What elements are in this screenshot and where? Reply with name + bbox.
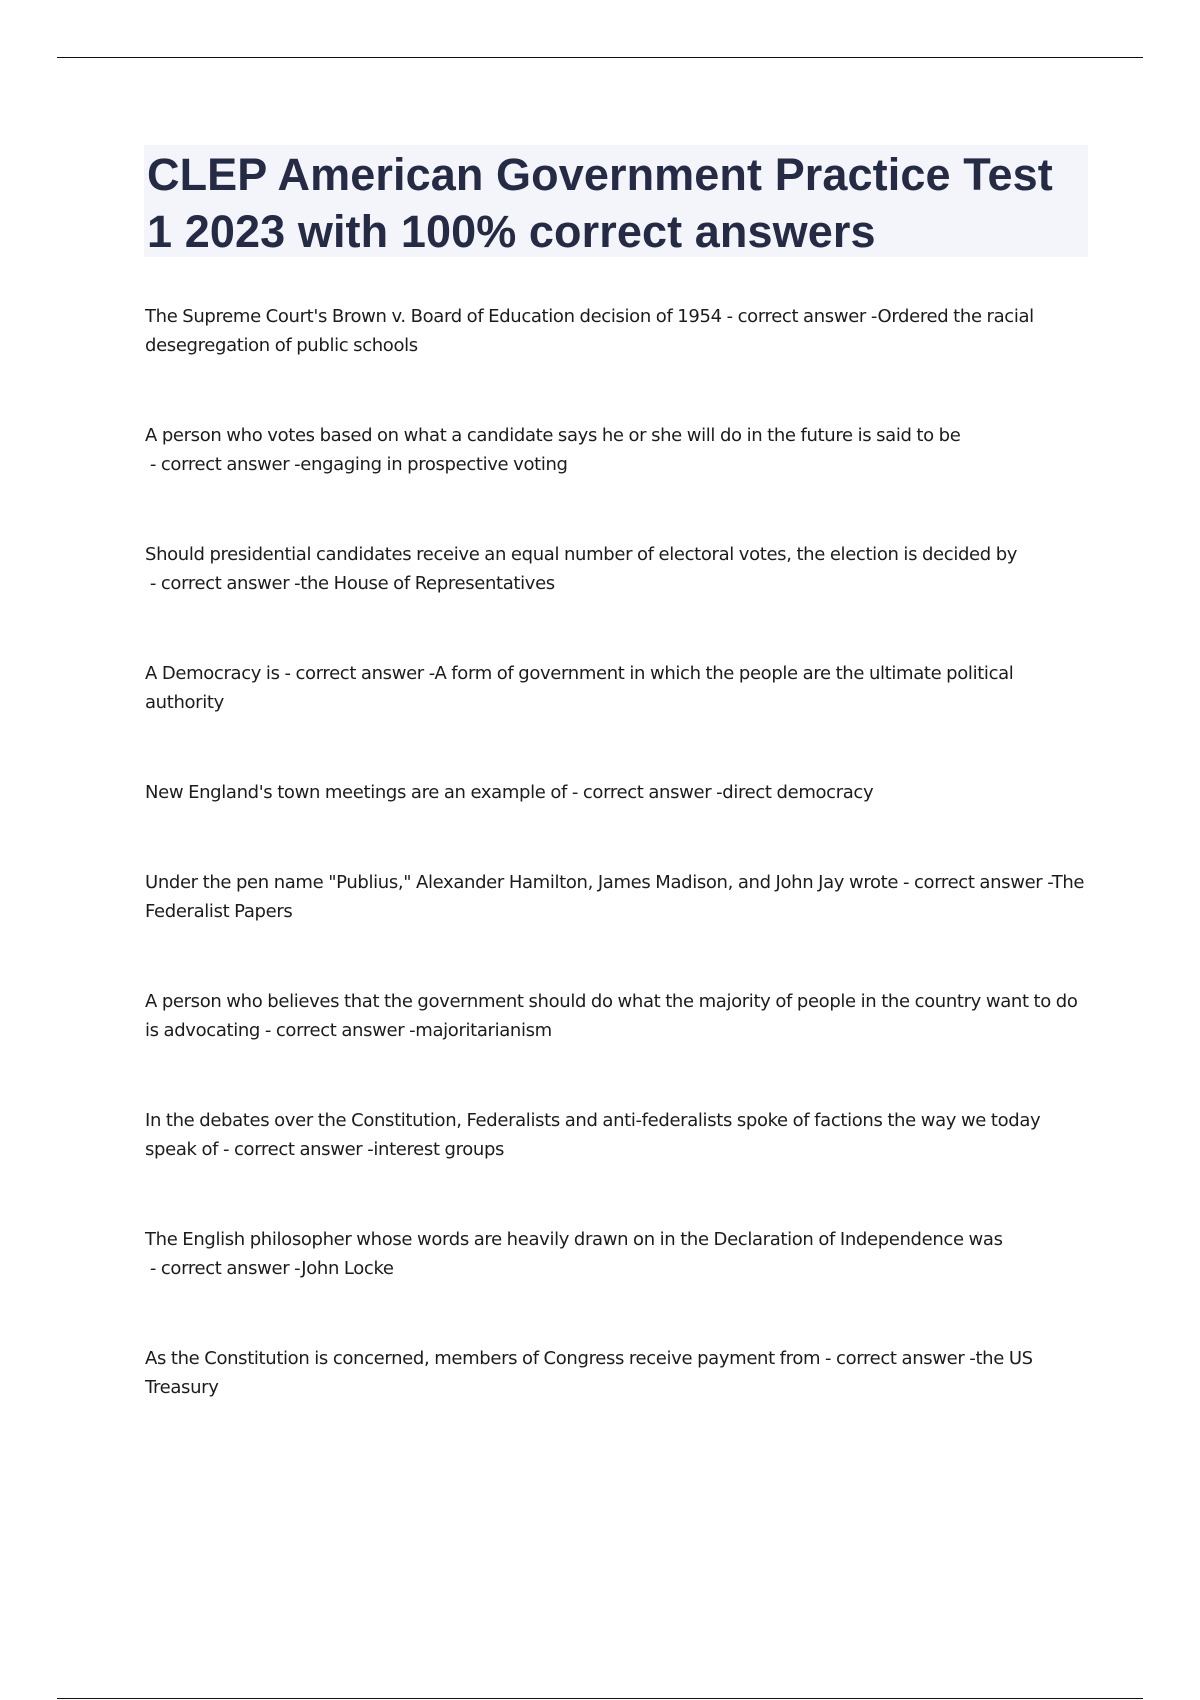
answer-text: engaging in prospective voting [300, 454, 568, 475]
question-text: A person who votes based on what a candidate says he or she will do in the future is said to be [145, 425, 961, 446]
answer-text: Ordered the racial desegregation of public schools [145, 306, 1034, 356]
question-text: Should presidential candidates receive an equal number of electoral votes, the election is decided by [145, 544, 1018, 565]
answer-text: majoritarianism [415, 1020, 552, 1041]
answer-text: John Locke [301, 1258, 394, 1279]
document-title: CLEP American Government Practice Test 1 2023 with 100% correct answers [147, 149, 1053, 257]
answer-text: direct democracy [722, 782, 874, 803]
question-answer-list [145, 302, 1085, 1463]
answer-text: The Federalist Papers [145, 872, 1085, 922]
qa-item [145, 659, 1085, 717]
question-text: A person who believes that the government should do what the majority of people in the country want to do is advocating [145, 991, 1078, 1041]
qa-item [145, 778, 1085, 807]
answer-separator: - correct answer - [898, 872, 1052, 893]
question-text: A Democracy is [145, 663, 280, 684]
qa-item [145, 868, 1085, 926]
answer-separator: - correct answer - [820, 1348, 976, 1369]
answer-text: A form of government in which the people are the ultimate political authority [145, 663, 1014, 713]
answer-text: the US Treasury [145, 1348, 1033, 1398]
qa-item [145, 421, 1085, 479]
qa-item [145, 302, 1085, 360]
answer-separator: - correct answer - [145, 573, 301, 594]
footer-rule [57, 1698, 1143, 1699]
qa-item [145, 540, 1085, 598]
qa-item [145, 1225, 1085, 1283]
answer-separator: - correct answer - [721, 306, 878, 327]
question-text: The English philosopher whose words are heavily drawn on in the Declaration of Independence was [145, 1229, 1003, 1250]
answer-separator: - correct answer - [279, 663, 435, 684]
answer-separator: - correct answer - [145, 454, 301, 475]
qa-item [145, 1344, 1085, 1402]
header-rule [57, 57, 1143, 58]
answer-separator: - correct answer - [145, 1258, 302, 1279]
answer-separator: - correct answer - [567, 782, 723, 803]
question-text: New England's town meetings are an example of [145, 782, 567, 803]
question-text: Under the pen name "Publius," Alexander Hamilton, James Madison, and John Jay wrote [145, 872, 899, 893]
question-text: As the Constitution is concerned, members of Congress receive payment from [145, 1348, 821, 1369]
answer-separator: - correct answer - [218, 1139, 374, 1160]
question-text: In the debates over the Constitution, Federalists and anti-federalists spoke of factions the way we today speak of [145, 1110, 1041, 1160]
qa-item [145, 1106, 1085, 1164]
answer-text: the House of Representatives [300, 573, 555, 594]
qa-item [145, 987, 1085, 1045]
answer-separator: - correct answer - [260, 1020, 416, 1041]
answer-text: interest groups [373, 1139, 505, 1160]
question-text: The Supreme Court's Brown v. Board of Education decision of 1954 [145, 306, 722, 327]
